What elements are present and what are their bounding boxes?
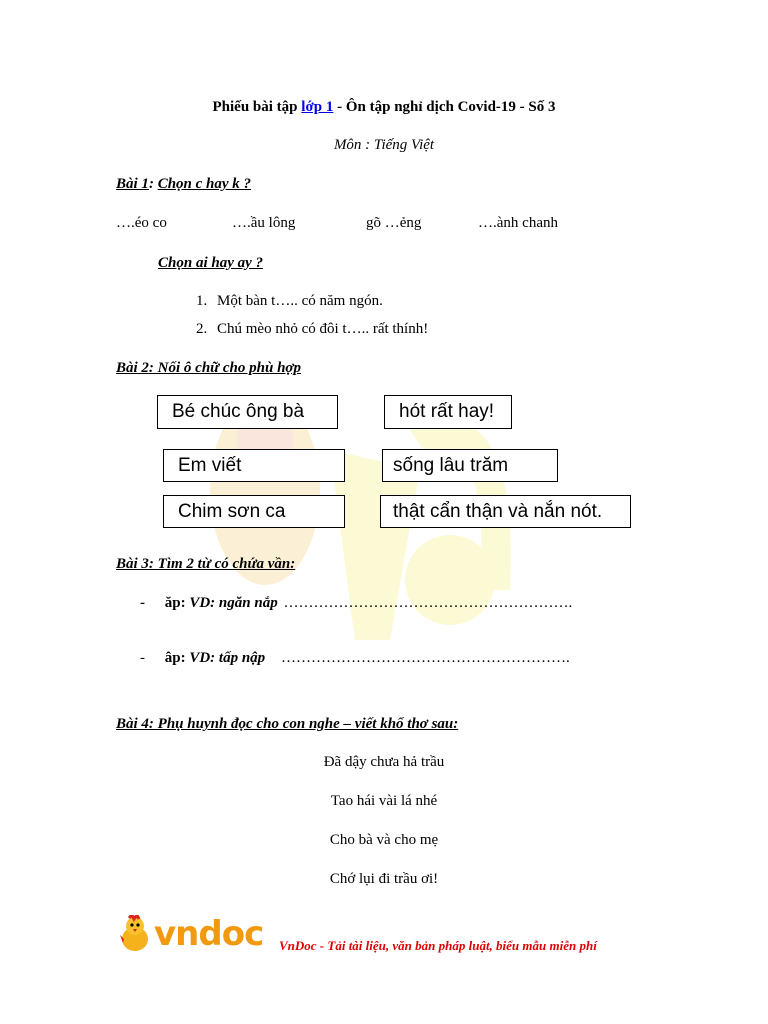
poem-line: Đã dậy chưa hả trầu (323, 754, 445, 770)
rhyme-label: âp: (164, 650, 186, 666)
list-item-text: Chú mèo nhỏ có đôi t….. rất thính! (217, 321, 429, 337)
poem-line: Chớ lụi đi trầu ơi! (329, 871, 439, 887)
bai1-word: gõ …ẻng (366, 215, 422, 231)
bai3-row (140, 595, 572, 612)
example-text: VD: tấp nập (189, 650, 266, 666)
bai1-instruction: Chọn c hay k ? (157, 176, 252, 192)
subject-line: Môn : Tiếng Việt (333, 137, 435, 153)
list-item (196, 293, 383, 310)
match-box-left[interactable]: Bé chúc ông bà (157, 395, 338, 429)
match-box-right[interactable]: sống lâu trăm (382, 449, 558, 482)
bai1-colon: : (148, 176, 154, 192)
bullet: - (140, 650, 145, 666)
match-box-right[interactable]: hót rất hay! (384, 395, 512, 429)
poem-line: Tao hái vài lá nhé (330, 793, 438, 809)
answer-dots[interactable]: …………………………………………………. (283, 595, 573, 611)
match-box-left[interactable]: Em viết (163, 449, 345, 482)
grade-link[interactable]: lớp 1 (301, 99, 334, 115)
bai1-word: ….ành chanh (478, 215, 558, 231)
chicken-mascot-icon (118, 915, 152, 953)
list-item (196, 321, 428, 338)
bullet: - (140, 595, 145, 611)
bai3-heading: Bài 3: Tìm 2 từ có chứa vần: (116, 556, 296, 572)
footer-tagline[interactable]: VnDoc - Tải tài liệu, văn bản pháp luật, biểu mẫu miễn phí (279, 938, 597, 953)
bai1-word: ….ầu lông (232, 215, 296, 231)
bai1-heading (116, 176, 251, 193)
list-item-number: 2. (196, 321, 208, 337)
logo-wordmark: vndoc (154, 914, 264, 954)
match-box-right[interactable]: thật cẩn thận và nắn nót. (380, 495, 631, 528)
title-prefix: Phiếu bài tập (212, 99, 302, 115)
example-text: VD: ngăn nắp (189, 595, 278, 611)
title-suffix: - Ôn tập nghỉ dịch Covid-19 - Số 3 (333, 99, 556, 115)
match-box-left[interactable]: Chim sơn ca (163, 495, 345, 528)
list-item-number: 1. (196, 293, 208, 309)
answer-dots[interactable]: …………………………………………………. (280, 650, 570, 666)
vndoc-logo[interactable] (118, 912, 263, 956)
poem-line: Cho bà và cho mẹ (329, 832, 439, 848)
bai1-label: Bài 1 (116, 176, 149, 192)
list-item-text: Một bàn t….. có năm ngón. (217, 293, 383, 309)
worksheet-title (0, 99, 768, 116)
bai1-word: ….éo co (116, 215, 167, 231)
bai3-row (140, 650, 570, 667)
bai4-heading: Bài 4: Phụ huynh đọc cho con nghe – viết khổ thơ sau: (116, 716, 459, 732)
bai2-heading: Bài 2: Nối ô chữ cho phù hợp (116, 360, 301, 376)
bai1-sub-instruction: Chọn ai hay ay ? (158, 255, 264, 271)
rhyme-label: ăp: (164, 595, 186, 611)
